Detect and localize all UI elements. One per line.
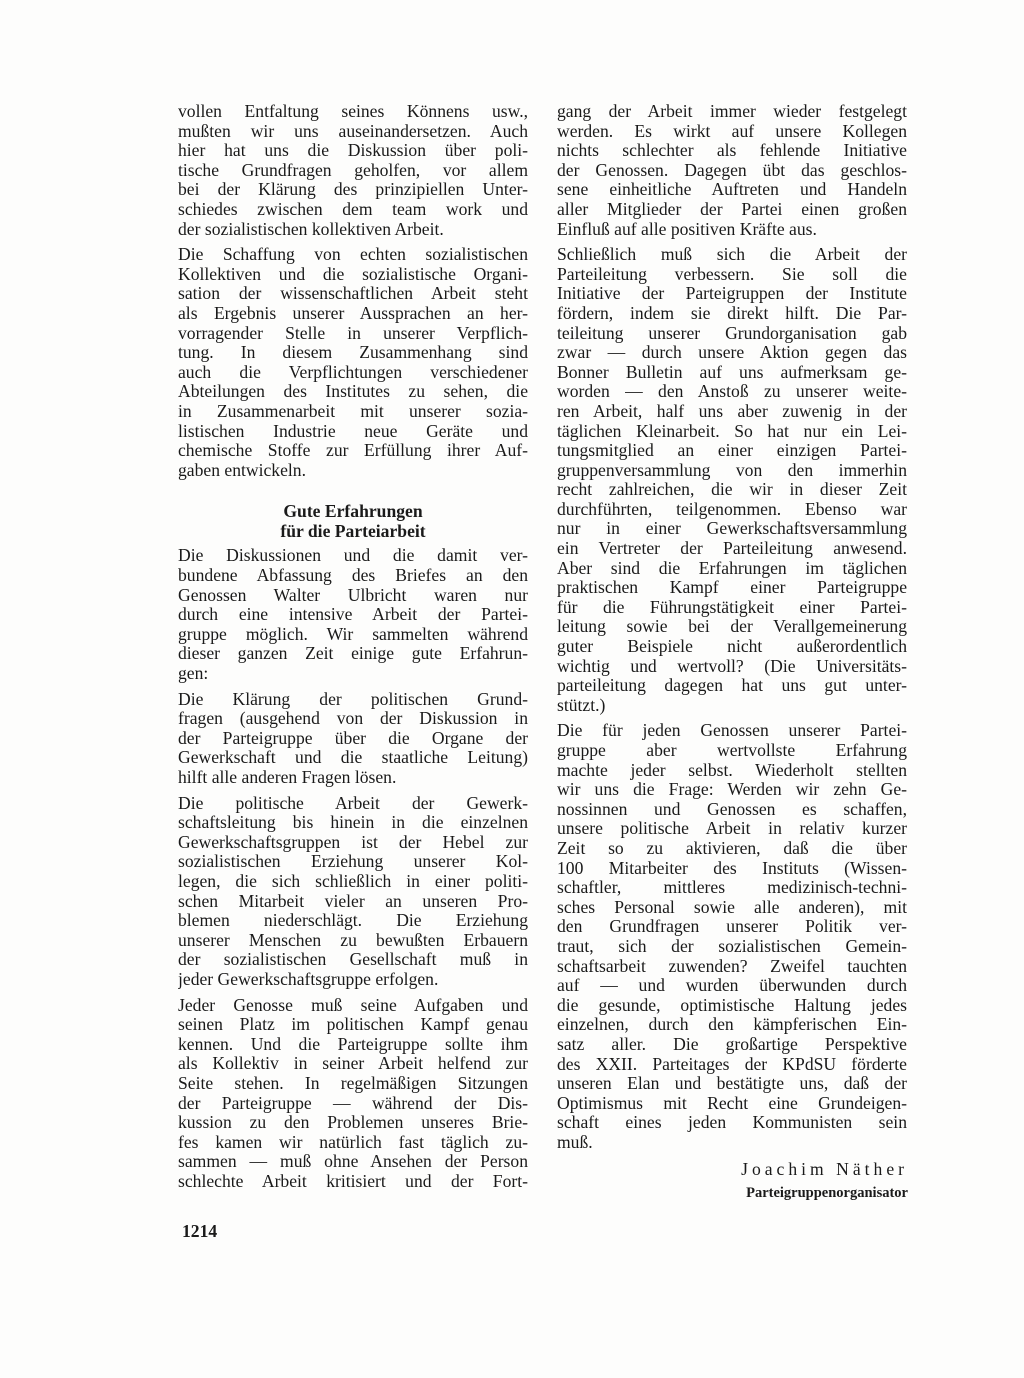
text-line: tungsmitglied an einer einzigen Partei- bbox=[557, 441, 907, 461]
text-line: kennen. Und die Parteigruppe sollte ihm bbox=[178, 1034, 528, 1054]
text-line: sches Personal sowie alle anderen), mit bbox=[557, 897, 907, 917]
text-line: Gewerkschaft und die staatliche Leitung) bbox=[178, 748, 528, 768]
text-line: den Grundfragen unserer Politik ver- bbox=[557, 917, 907, 937]
text-line: Die für jeden Genossen unserer Partei- bbox=[557, 721, 907, 741]
text-line: unsere politische Arbeit in relativ kurzer bbox=[557, 819, 907, 839]
text-line: Aber sind die Erfahrungen im täglichen bbox=[557, 558, 907, 578]
text-line: traut, sich der sozialistischen Gemein- bbox=[557, 936, 907, 956]
text-line: Einfluß auf alle positiven Kräfte aus. bbox=[557, 219, 817, 239]
text-line: bundene Abfassung des Briefes an den bbox=[178, 566, 528, 586]
text-line: leitung sowie bei der Verallgemeinerung bbox=[557, 617, 907, 637]
text-line: gang der Arbeit immer wieder festgelegt bbox=[557, 102, 907, 121]
text-line: recht zahlreichen, die wir in dieser Zeit bbox=[557, 480, 907, 500]
right-paragraph-1 bbox=[557, 102, 907, 239]
text-line: schlechte Arbeit kritisiert und der Fort- bbox=[178, 1171, 528, 1191]
text-line: legen, die sich schließlich in einer politi- bbox=[178, 871, 528, 891]
text-line: sammen — muß ohne Ansehen der Person bbox=[178, 1152, 528, 1172]
text-line: wir uns die Frage: Werden wir zehn Ge- bbox=[557, 780, 907, 800]
text-line: nur in einer Gewerkschaftsversammlung bbox=[557, 519, 907, 539]
text-line: fördern, indem sie direkt hilft. Die Par- bbox=[557, 303, 907, 323]
text-line: für die Führungstätigkeit einer Partei- bbox=[557, 597, 907, 617]
text-line: tung. In diesem Zusammenhang sind bbox=[178, 343, 528, 363]
text-line: der Parteigruppe — während der Dis- bbox=[178, 1093, 528, 1113]
text-line: stützt.) bbox=[557, 695, 606, 715]
text-line: mußten wir uns auseinandersetzen. Auch bbox=[178, 121, 528, 141]
text-line: schiedes zwischen dem team work und bbox=[178, 199, 528, 219]
text-line: der sozialistischen kollektiven Arbeit. bbox=[178, 219, 444, 239]
text-line: schaftler, mittleres medizinisch-techni- bbox=[557, 878, 907, 898]
text-line: muß. bbox=[557, 1132, 593, 1152]
left-paragraph-5 bbox=[178, 794, 528, 990]
text-line: bei der Klärung des prinzipiellen Unter- bbox=[178, 180, 528, 200]
text-line: durchführten, teilgenommen. Ebenso war bbox=[557, 499, 907, 519]
right-paragraph-3 bbox=[557, 721, 907, 1152]
text-line: des XXII. Parteitages der KPdSU förderte bbox=[557, 1054, 907, 1074]
text-line: auf — und wurden überwunden durch bbox=[557, 976, 907, 996]
text-line: ein Vertreter der Parteileitung anwesend. bbox=[557, 539, 907, 559]
text-line: Gewerkschaftsgruppen ist der Hebel zur bbox=[178, 832, 528, 852]
left-paragraph-4 bbox=[178, 690, 528, 788]
text-line: Seite stehen. In regelmäßigen Sitzungen bbox=[178, 1073, 528, 1093]
text-line: gruppenversammlung von den immerhin bbox=[557, 460, 907, 480]
text-line: praktischen Kampf einer Parteigruppe bbox=[557, 578, 907, 598]
text-line: guter Beispiele nicht außerordentlich bbox=[557, 637, 907, 657]
text-line: Die politische Arbeit der Gewerk- bbox=[178, 793, 528, 813]
text-line: die gesunde, optimistische Haltung jedes bbox=[557, 995, 907, 1015]
text-line: durch eine intensive Arbeit der Partei- bbox=[178, 605, 528, 625]
text-line: Die Klärung der politischen Grund- bbox=[178, 689, 528, 709]
text-line: vollen Entfaltung seines Könnens usw., bbox=[178, 102, 528, 121]
author-role: Parteigruppenorganisator bbox=[746, 1185, 908, 1201]
text-line: Parteileitung verbessern. Sie soll die bbox=[557, 264, 907, 284]
text-line: hilft alle anderen Fragen lösen. bbox=[178, 768, 397, 787]
text-line: werden. Es wirkt auf unsere Kollegen bbox=[557, 121, 907, 141]
left-paragraph-3 bbox=[178, 546, 528, 683]
text-line: als Ergebnis unserer Aussprachen an her- bbox=[178, 303, 528, 323]
text-line: satz aller. Die großartige Perspektive bbox=[557, 1034, 907, 1054]
text-line: schaft eines jeden Kommunisten sein bbox=[557, 1113, 907, 1133]
left-paragraph-1 bbox=[178, 102, 528, 239]
text-line: Kollektiven und die sozialistische Organi- bbox=[178, 264, 528, 284]
text-line: Genossen Walter Ulbricht waren nur bbox=[178, 585, 528, 605]
right-column bbox=[557, 102, 907, 1152]
text-line: worden — den Anstoß zu unserer weite- bbox=[557, 382, 907, 402]
text-line: sene einheitliche Auftreten und Handeln bbox=[557, 180, 907, 200]
text-line: 100 Mitarbeiter des Instituts (Wissen- bbox=[557, 858, 907, 878]
text-line: aller Mitglieder der Partei einen großen bbox=[557, 199, 907, 219]
text-line: kussion zu den Problemen unseres Brie- bbox=[178, 1113, 528, 1133]
text-line: gruppe möglich. Wir sammelten während bbox=[178, 624, 528, 644]
text-line: seinen Platz im politischen Kampf genau bbox=[178, 1015, 528, 1035]
text-line: in Zusammenarbeit mit unserer sozia- bbox=[178, 401, 528, 421]
signature-block bbox=[741, 1158, 908, 1204]
text-line: Bonner Bulletin auf uns aufmerksam ge- bbox=[557, 362, 907, 382]
text-line: sozialistischen Erziehung unserer Kol- bbox=[178, 852, 528, 872]
text-line: teileitung unserer Grundorganisation gab bbox=[557, 323, 907, 343]
text-line: unserer Menschen zu bewußten Erbauern bbox=[178, 930, 528, 950]
text-line: Zeit so zu aktivieren, daß die über bbox=[557, 838, 907, 858]
text-line: sation der wissenschaftlichen Arbeit steht bbox=[178, 284, 528, 304]
left-paragraph-6 bbox=[178, 996, 528, 1192]
text-line: Optimismus mit Recht eine Grundeigen- bbox=[557, 1093, 907, 1113]
author-name: Joachim Näther bbox=[741, 1159, 908, 1179]
text-line: gaben entwickeln. bbox=[178, 460, 306, 480]
section-heading-line-2: für die Parteiarbeit bbox=[280, 520, 426, 541]
text-line: Die Schaffung von echten sozialistischen bbox=[178, 245, 528, 265]
text-line: schaftsleitung bis hinein in die einzelnen bbox=[178, 813, 528, 833]
text-line: auch die Verpflichtungen verschiedener bbox=[178, 362, 528, 382]
text-line: chemische Stoffe zur Erfüllung ihrer Auf- bbox=[178, 441, 528, 461]
left-column bbox=[178, 102, 528, 1191]
text-line: fes kamen wir natürlich fast täglich zu- bbox=[178, 1132, 528, 1152]
page-number: 1214 bbox=[182, 1221, 218, 1241]
text-line: der Parteigruppe über die Organe der bbox=[178, 728, 528, 748]
text-line: listischen Industrie neue Geräte und bbox=[178, 421, 528, 441]
left-paragraph-2 bbox=[178, 245, 528, 480]
text-line: hier hat uns die Diskussion über poli- bbox=[178, 141, 528, 161]
text-line: fragen (ausgehend von der Diskussion in bbox=[178, 709, 528, 729]
text-line: dieser ganzen Zeit einige gute Erfahrun- bbox=[178, 644, 528, 664]
text-line: nossinnen und Genossen es schaffen, bbox=[557, 799, 907, 819]
right-paragraph-2 bbox=[557, 245, 907, 715]
text-line: der sozialistischen Gesellschaft muß in bbox=[178, 950, 528, 970]
text-line: gruppe aber wertvollste Erfahrung bbox=[557, 741, 907, 760]
text-line: Jeder Genosse muß seine Aufgaben und bbox=[178, 995, 528, 1015]
text-line: der Genossen. Dagegen übt das geschlos- bbox=[557, 160, 907, 180]
text-line: schen Mitarbeit vieler an unseren Pro- bbox=[178, 891, 528, 911]
text-line: zwar — durch unsere Aktion gegen das bbox=[557, 343, 907, 363]
text-line: wichtig und wertvoll? (Die Universitäts- bbox=[557, 656, 907, 676]
text-line: jeder Gewerkschaftsgruppe erfolgen. bbox=[178, 969, 439, 989]
text-line: tische Grundfragen geholfen, vor allem bbox=[178, 160, 528, 180]
text-line: als Kollektiv in seiner Arbeit helfend zur bbox=[178, 1054, 528, 1074]
section-heading bbox=[178, 502, 528, 541]
text-line: Die Diskussionen und die damit ver- bbox=[178, 546, 528, 566]
section-heading-line-1: Gute Erfahrungen bbox=[283, 501, 423, 522]
text-line: täglichen Kleinarbeit. So hat nur ein Lei- bbox=[557, 421, 907, 441]
text-line: parteileitung dagegen hat uns gut unter- bbox=[557, 676, 907, 696]
text-line: Abteilungen des Institutes zu sehen, die bbox=[178, 382, 528, 402]
text-line: einzelnen, durch den kämpferischen Ein- bbox=[557, 1015, 907, 1035]
text-line: unseren Elan und bestätigte uns, daß der bbox=[557, 1074, 907, 1094]
text-line: Schließlich muß sich die Arbeit der bbox=[557, 245, 907, 265]
text-line: gen: bbox=[178, 664, 209, 684]
text-line: nichts schlechter als fehlende Initiative bbox=[557, 141, 907, 161]
text-line: blemen niederschlägt. Die Erziehung bbox=[178, 911, 528, 931]
text-line: schaftsarbeit zuwenden? Zweifel tauchten bbox=[557, 956, 907, 976]
text-line: Initiative der Parteigruppen der Institute bbox=[557, 284, 907, 304]
text-line: vorragender Stelle in unserer Verpflich- bbox=[178, 323, 528, 343]
text-line: machte jeder selbst. Wiederholt stellten bbox=[557, 760, 907, 780]
text-line: ren Arbeit, half uns aber zuwenig in der bbox=[557, 401, 907, 421]
